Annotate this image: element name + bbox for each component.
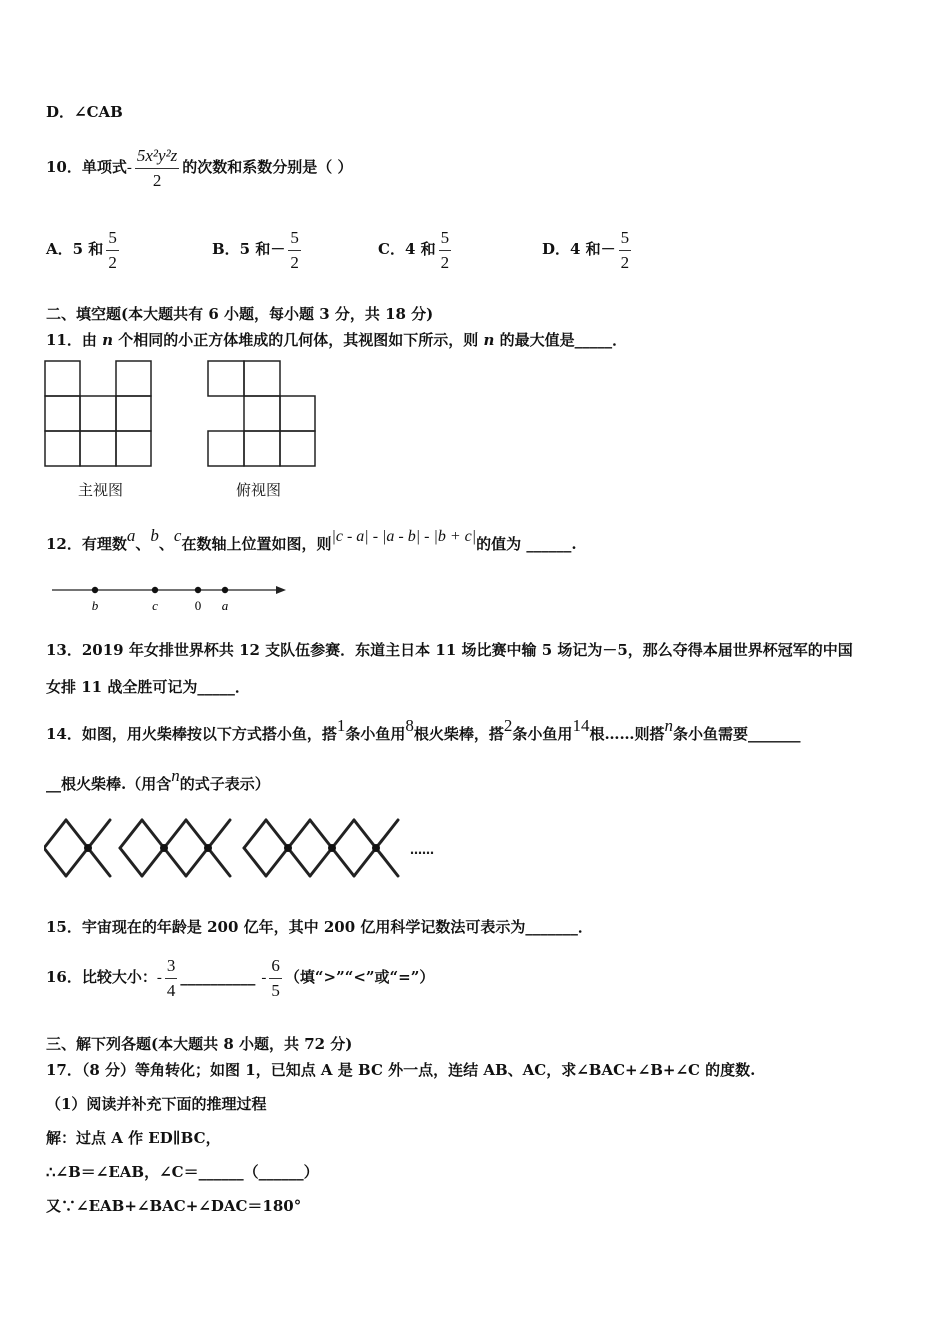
q11-top-view bbox=[206, 360, 318, 470]
section-3-heading: 三、解下列各题(本大题共 8 小题，共 72 分) bbox=[46, 1035, 353, 1053]
q10-option-c-den: 2 bbox=[440, 252, 450, 272]
q14-n2: 8 bbox=[405, 716, 414, 735]
q14-fish-group-1 bbox=[44, 820, 110, 876]
q13-line-2: 女排 11 战全胜可记为_____． bbox=[46, 678, 250, 696]
q11-var-n-2: n bbox=[483, 331, 495, 349]
q10-option-d-fraction bbox=[619, 228, 632, 273]
q14-n3: 2 bbox=[503, 716, 513, 735]
q12-text-b: 在数轴上位置如图，则 bbox=[181, 535, 332, 553]
q10-option-d-num: 5 bbox=[619, 228, 632, 251]
q14-fish-figure bbox=[44, 814, 464, 888]
q10-suffix: 的次数和系数分别是（ ） bbox=[182, 158, 353, 176]
q11-front-label: 主视图 bbox=[78, 481, 124, 499]
q11-text-a: 11．由 bbox=[46, 331, 103, 349]
q11-text bbox=[46, 330, 627, 350]
q11-var-n: n bbox=[102, 331, 114, 349]
q10-option-c-fraction bbox=[439, 228, 452, 273]
q14-t6: 条小鱼需要_______ bbox=[672, 725, 801, 743]
q10-option-b-den: 2 bbox=[290, 252, 299, 272]
q17-line-2: （1）阅读并补充下面的推理过程 bbox=[46, 1095, 267, 1113]
q17-line-1: 17．（8 分）等角转化；如图 1，已知点 A 是 BC 外一点，连结 AB、AC，求∠BAC+∠B+∠C 的度数. bbox=[46, 1061, 756, 1079]
q16-fraction-1-den: 4 bbox=[166, 980, 176, 1000]
q10-option-b-fraction bbox=[288, 228, 301, 273]
q14-t1: 14．如图，用火柴棒按以下方式搭小鱼，搭 bbox=[46, 725, 337, 743]
q14-t4: 条小鱼用 bbox=[512, 725, 573, 743]
q11-text-b: 个相同的小正方体堆成的几何体，其视图如下所示，则 bbox=[113, 331, 484, 349]
q12-expression: |c - a| - |a - b| - |b + c| bbox=[331, 528, 477, 545]
q10-option-d bbox=[542, 222, 634, 276]
q12-axis-label-c: c bbox=[152, 598, 158, 613]
q10-option-a bbox=[46, 222, 122, 276]
q10-option-d-den: 2 bbox=[620, 252, 630, 272]
q16-fraction-1 bbox=[165, 956, 178, 1001]
q10-fraction-den: 2 bbox=[152, 170, 162, 190]
q14-line2-a: __根火柴棒.（用含 bbox=[46, 775, 172, 793]
q14-line-1 bbox=[46, 716, 801, 744]
q16-blank[interactable]: __________ bbox=[180, 968, 256, 986]
q14-t3: 根火柴棒，搭 bbox=[413, 725, 504, 743]
q12-var-c: c bbox=[173, 526, 182, 545]
section-2-heading: 二、填空题(本大题共有 6 小题，每小题 3 分，共 18 分) bbox=[46, 305, 434, 323]
q14-line2-var: n bbox=[171, 766, 180, 785]
q16-fraction-2-den: 5 bbox=[271, 980, 280, 1000]
q10-line bbox=[46, 140, 353, 195]
q12-text-a: 12．有理数 bbox=[46, 535, 127, 553]
q17-line-4: ∴∠B＝∠EAB，∠C＝______（______） bbox=[46, 1163, 319, 1181]
q10-option-d-label: D．4 和－ bbox=[542, 240, 616, 258]
q16-minus-1: - bbox=[156, 970, 162, 986]
q12-axis-label-0: 0 bbox=[194, 598, 202, 613]
q12-sep-2: 、 bbox=[158, 535, 174, 553]
q10-prefix: 10．单项式 bbox=[46, 158, 127, 176]
q9-option-d: D．∠CAB bbox=[46, 103, 123, 121]
q17-line-3: 解：过点 A 作 ED∥BC， bbox=[46, 1129, 221, 1147]
q14-line2-b: 的式子表示） bbox=[179, 775, 270, 793]
q14-n5: n bbox=[664, 716, 673, 735]
q16-text-b: （填“>”“<”或“=”） bbox=[284, 968, 435, 986]
q12-point-a bbox=[222, 587, 228, 593]
q16-minus-2: - bbox=[261, 970, 267, 986]
q16-fraction-2 bbox=[269, 956, 282, 1001]
q10-option-c-num: 5 bbox=[439, 228, 452, 251]
q10-option-c bbox=[378, 222, 454, 276]
q10-option-b-label: B．5 和－ bbox=[212, 240, 286, 258]
q10-fraction bbox=[135, 146, 179, 191]
q10-option-a-den: 2 bbox=[108, 252, 117, 272]
q12-point-b bbox=[92, 587, 98, 593]
q16-fraction-1-num: 3 bbox=[165, 956, 178, 979]
q12-axis-label-b: b bbox=[91, 598, 99, 613]
q16-text-a: 16．比较大小： bbox=[46, 968, 157, 986]
q15-text: 15．宇宙现在的年龄是 200 亿年，其中 200 亿用科学记数法可表示为_______． bbox=[46, 918, 593, 936]
q12-text bbox=[46, 526, 577, 555]
q14-dots: …… bbox=[410, 843, 434, 857]
q16-fraction-2-num: 6 bbox=[269, 956, 282, 979]
q11-top-label: 俯视图 bbox=[236, 481, 282, 499]
q12-sep-1: 、 bbox=[135, 535, 151, 553]
q10-option-b-num: 5 bbox=[288, 228, 301, 251]
q10-option-a-fraction bbox=[106, 228, 119, 273]
q16-line bbox=[46, 950, 434, 1005]
q10-minus: - bbox=[126, 160, 132, 176]
q14-n1: 1 bbox=[336, 716, 346, 735]
q10-option-b bbox=[212, 222, 304, 276]
q11-text-c: 的最大值是_____． bbox=[494, 331, 628, 349]
q14-t5: 根……则搭 bbox=[589, 725, 665, 743]
q14-n4: 14 bbox=[572, 716, 590, 735]
q12-var-a: a bbox=[126, 526, 136, 545]
q11-front-view bbox=[44, 360, 156, 470]
q10-option-c-label: C．4 和 bbox=[378, 240, 436, 258]
q12-number-line bbox=[50, 580, 290, 616]
q10-option-a-label: A．5 和 bbox=[46, 240, 104, 258]
q12-point-0 bbox=[195, 587, 201, 593]
q17-line-5: 又∵∠EAB+∠BAC+∠DAC＝180° bbox=[46, 1197, 302, 1215]
q14-line-2 bbox=[46, 766, 270, 794]
q10-option-a-num: 5 bbox=[106, 228, 119, 251]
q12-var-b: b bbox=[150, 526, 159, 545]
q12-point-c bbox=[152, 587, 158, 593]
q12-text-c: 的值为 ______. bbox=[476, 535, 577, 553]
q10-fraction-num: 5x²y²z bbox=[135, 146, 179, 169]
q12-axis-label-a: a bbox=[221, 598, 229, 613]
q14-t2: 条小鱼用 bbox=[345, 725, 406, 743]
q14-fish-group-2 bbox=[120, 820, 230, 876]
q13-line-1: 13．2019 年女排世界杯共 12 支队伍参赛．东道主日本 11 场比赛中输 5 场记为－5，那么夺得本届世界杯冠军的中国 bbox=[46, 641, 853, 659]
